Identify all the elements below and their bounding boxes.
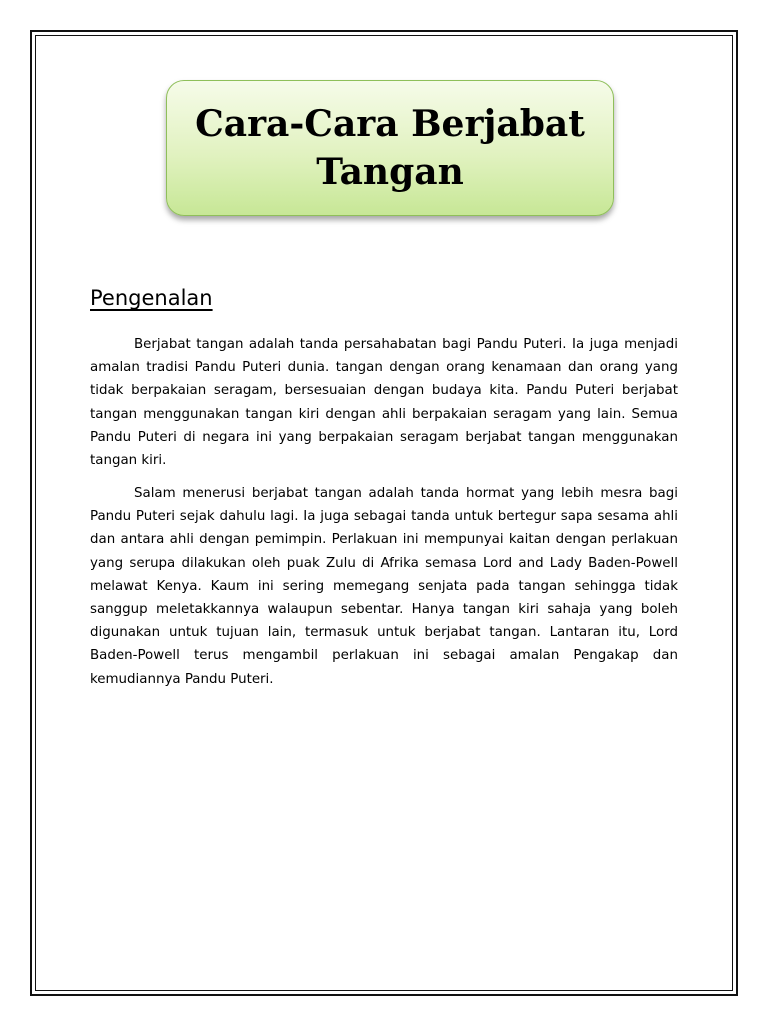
section-heading: Pengenalan [90,286,213,310]
document-title: Cara-Cara Berjabat Tangan [195,103,585,193]
paragraph-2: Salam menerusi berjabat tangan adalah tanda hormat yang lebih mesra bagi Pandu Puteri sejak dahulu lagi. Ia juga sebagai tanda untuk bertegur sapa sesama ahli dan antara ahli dengan pemimpin. Perlakuan ini mempunyai kaitan dengan perlakuan yang serupa dilakukan oleh puak Zulu di Afrika semasa Lord and Lady Baden-Powell melawat Kenya. Kaum ini sering memegang senjata pada tangan sehingga tidak sanggup meletakkannya walaupun sebentar. Hanya tangan kiri sahaja yang boleh digunakan untuk tujuan lain, termasuk untuk berjabat tangan. Lantaran itu, Lord Baden-Powell terus mengambil perlakuan ini sebagai amalan Pengakap dan kemudiannya Pandu Puteri. [90,486,678,687]
title-box [166,80,614,216]
paragraph-1: Berjabat tangan adalah tanda persahabatan bagi Pandu Puteri. Ia juga menjadi amalan tradisi Pandu Puteri dunia. tangan dengan orang kenamaan dan orang yang tidak berpakaian seragam, bersesuaian dengan budaya kita. Pandu Puteri berjabat tangan menggunakan tangan kiri dengan ahli berpakaian seragam yang lain. Semua Pandu Puteri di negara ini yang berpakaian seragam berjabat tangan menggunakan tangan kiri. [90,337,678,469]
